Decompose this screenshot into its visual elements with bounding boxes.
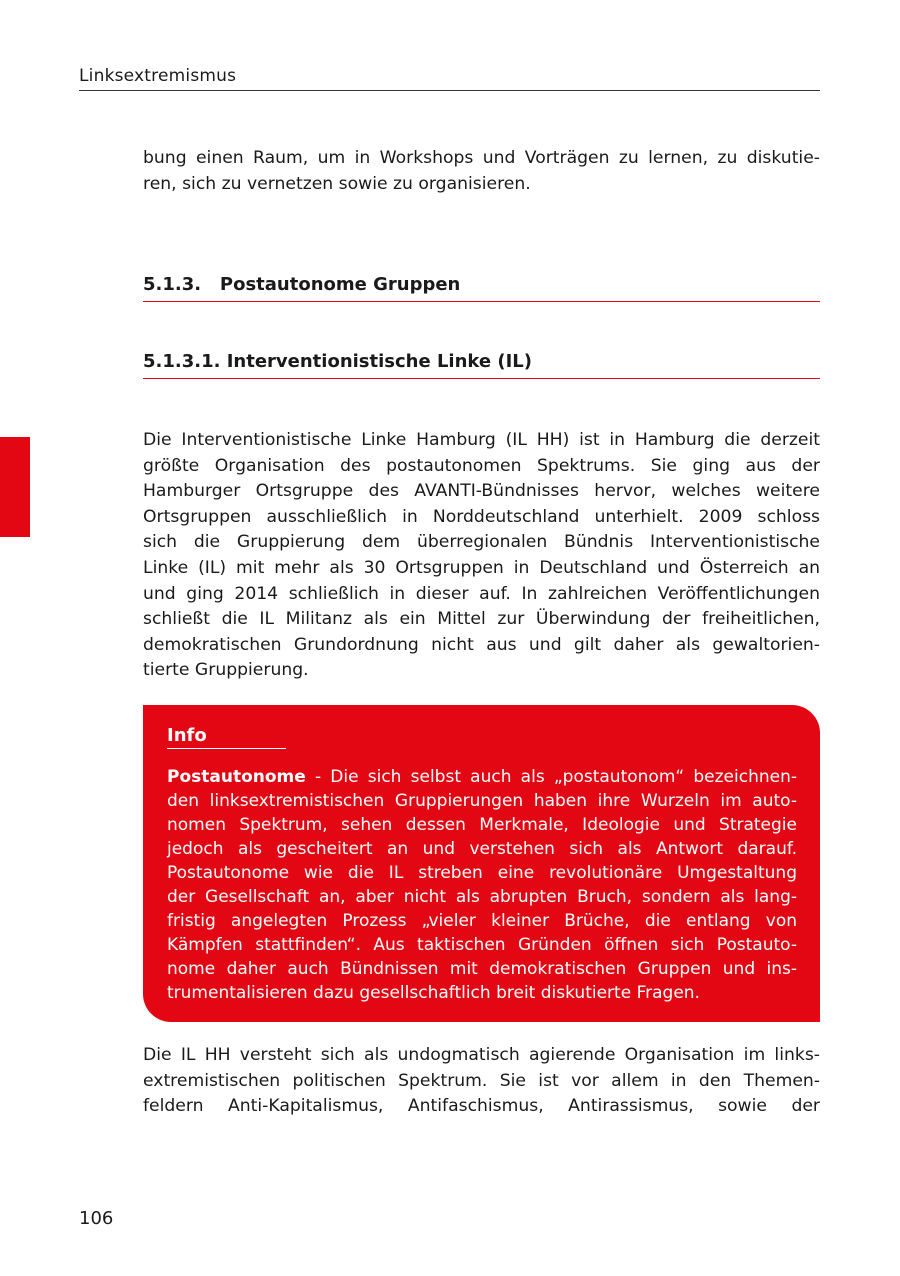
text-line: Die Interventionistische Linke Hamburg (IL HH) ist in Hamburg die derzeit	[143, 430, 820, 450]
text-line: schließt die IL Militanz als ein Mittel zur Überwindung der freiheitlichen,	[143, 609, 820, 630]
text-line: Ortsgruppen ausschließlich in Norddeutschland unterhielt. 2009 schloss	[143, 506, 820, 527]
chapter-marker	[0, 437, 30, 537]
info-box	[143, 705, 820, 1022]
text-line: den linksextremistischen Gruppierungen haben ihre Wurzeln im auto-	[167, 791, 797, 811]
text-line: Die IL HH versteht sich als undogmatisch agierende Organisation im links-	[143, 1045, 820, 1065]
text-line: der Gesellschaft an, aber nicht als abrupten Bruch, sondern als lang-	[167, 887, 797, 907]
text-line: ren, sich zu vernetzen sowie zu organisieren.	[143, 173, 531, 194]
info-term: Postautonome	[167, 767, 306, 787]
text-line: Hamburger Ortsgruppe des AVANTI-Bündnisses hervor, welches weitere	[143, 481, 820, 502]
text-line: demokratischen Grundordnung nicht aus und gilt daher als gewaltorien-	[143, 634, 820, 655]
text-line: sich die Gruppierung dem überregionalen Bündnis Interventionistische	[143, 532, 820, 553]
text-line: Linke (IL) mit mehr als 30 Ortsgruppen in Deutschland und Österreich an	[143, 557, 820, 578]
text-line: extremistischen politischen Spektrum. Sie ist vor allem in den Themen-	[143, 1070, 820, 1091]
text-line: Postautonome wie die IL streben eine revolutionäre Umgestaltung	[167, 863, 797, 883]
subsection-heading: 5.1.3.1. Interventionistische Linke (IL)	[143, 351, 820, 379]
text-line: jedoch als gescheitert an und verstehen sich als Antwort darauf.	[167, 839, 797, 859]
text-line: nome daher auch Bündnissen mit demokratischen Gruppen und ins-	[167, 959, 797, 979]
paragraph-bottom	[143, 1043, 820, 1120]
text-line: tierte Gruppierung.	[143, 660, 309, 681]
text-line: nomen Spektrum, sehen dessen Merkmale, Ideologie und Strategie	[167, 815, 797, 835]
paragraph-top	[143, 146, 820, 197]
text-line: und ging 2014 schließlich in dieser auf. In zahlreichen Veröffentlichungen	[143, 583, 820, 604]
info-title: Info	[167, 725, 286, 749]
text-line: größte Organisation des postautonomen Spektrums. Sie ging aus der	[143, 455, 820, 476]
info-text	[167, 765, 797, 1005]
text-line: trumentalisieren dazu gesellschaftlich breit diskutierte Fragen.	[167, 983, 700, 1003]
running-head: Linksextremismus	[79, 66, 237, 86]
paragraph-main	[143, 428, 820, 684]
header-rule	[79, 90, 820, 91]
page-number: 106	[79, 1208, 114, 1229]
text-line: bung einen Raum, um in Workshops und Vorträgen zu lernen, zu diskutie-	[143, 148, 820, 168]
text-line: Kämpfen stattfinden“. Aus taktischen Gründen öffnen sich Postauto-	[167, 935, 797, 955]
text-line: feldern Anti-Kapitalismus, Antifaschismus, Antirassismus, sowie der	[143, 1096, 820, 1117]
text-line: fristig angelegten Prozess „vieler kleiner Brüche, die entlang von	[167, 911, 797, 931]
section-heading: 5.1.3. Postautonome Gruppen	[143, 274, 820, 302]
text-line: - Die sich selbst auch als „postautonom“ bezeichnen-	[305, 767, 797, 787]
